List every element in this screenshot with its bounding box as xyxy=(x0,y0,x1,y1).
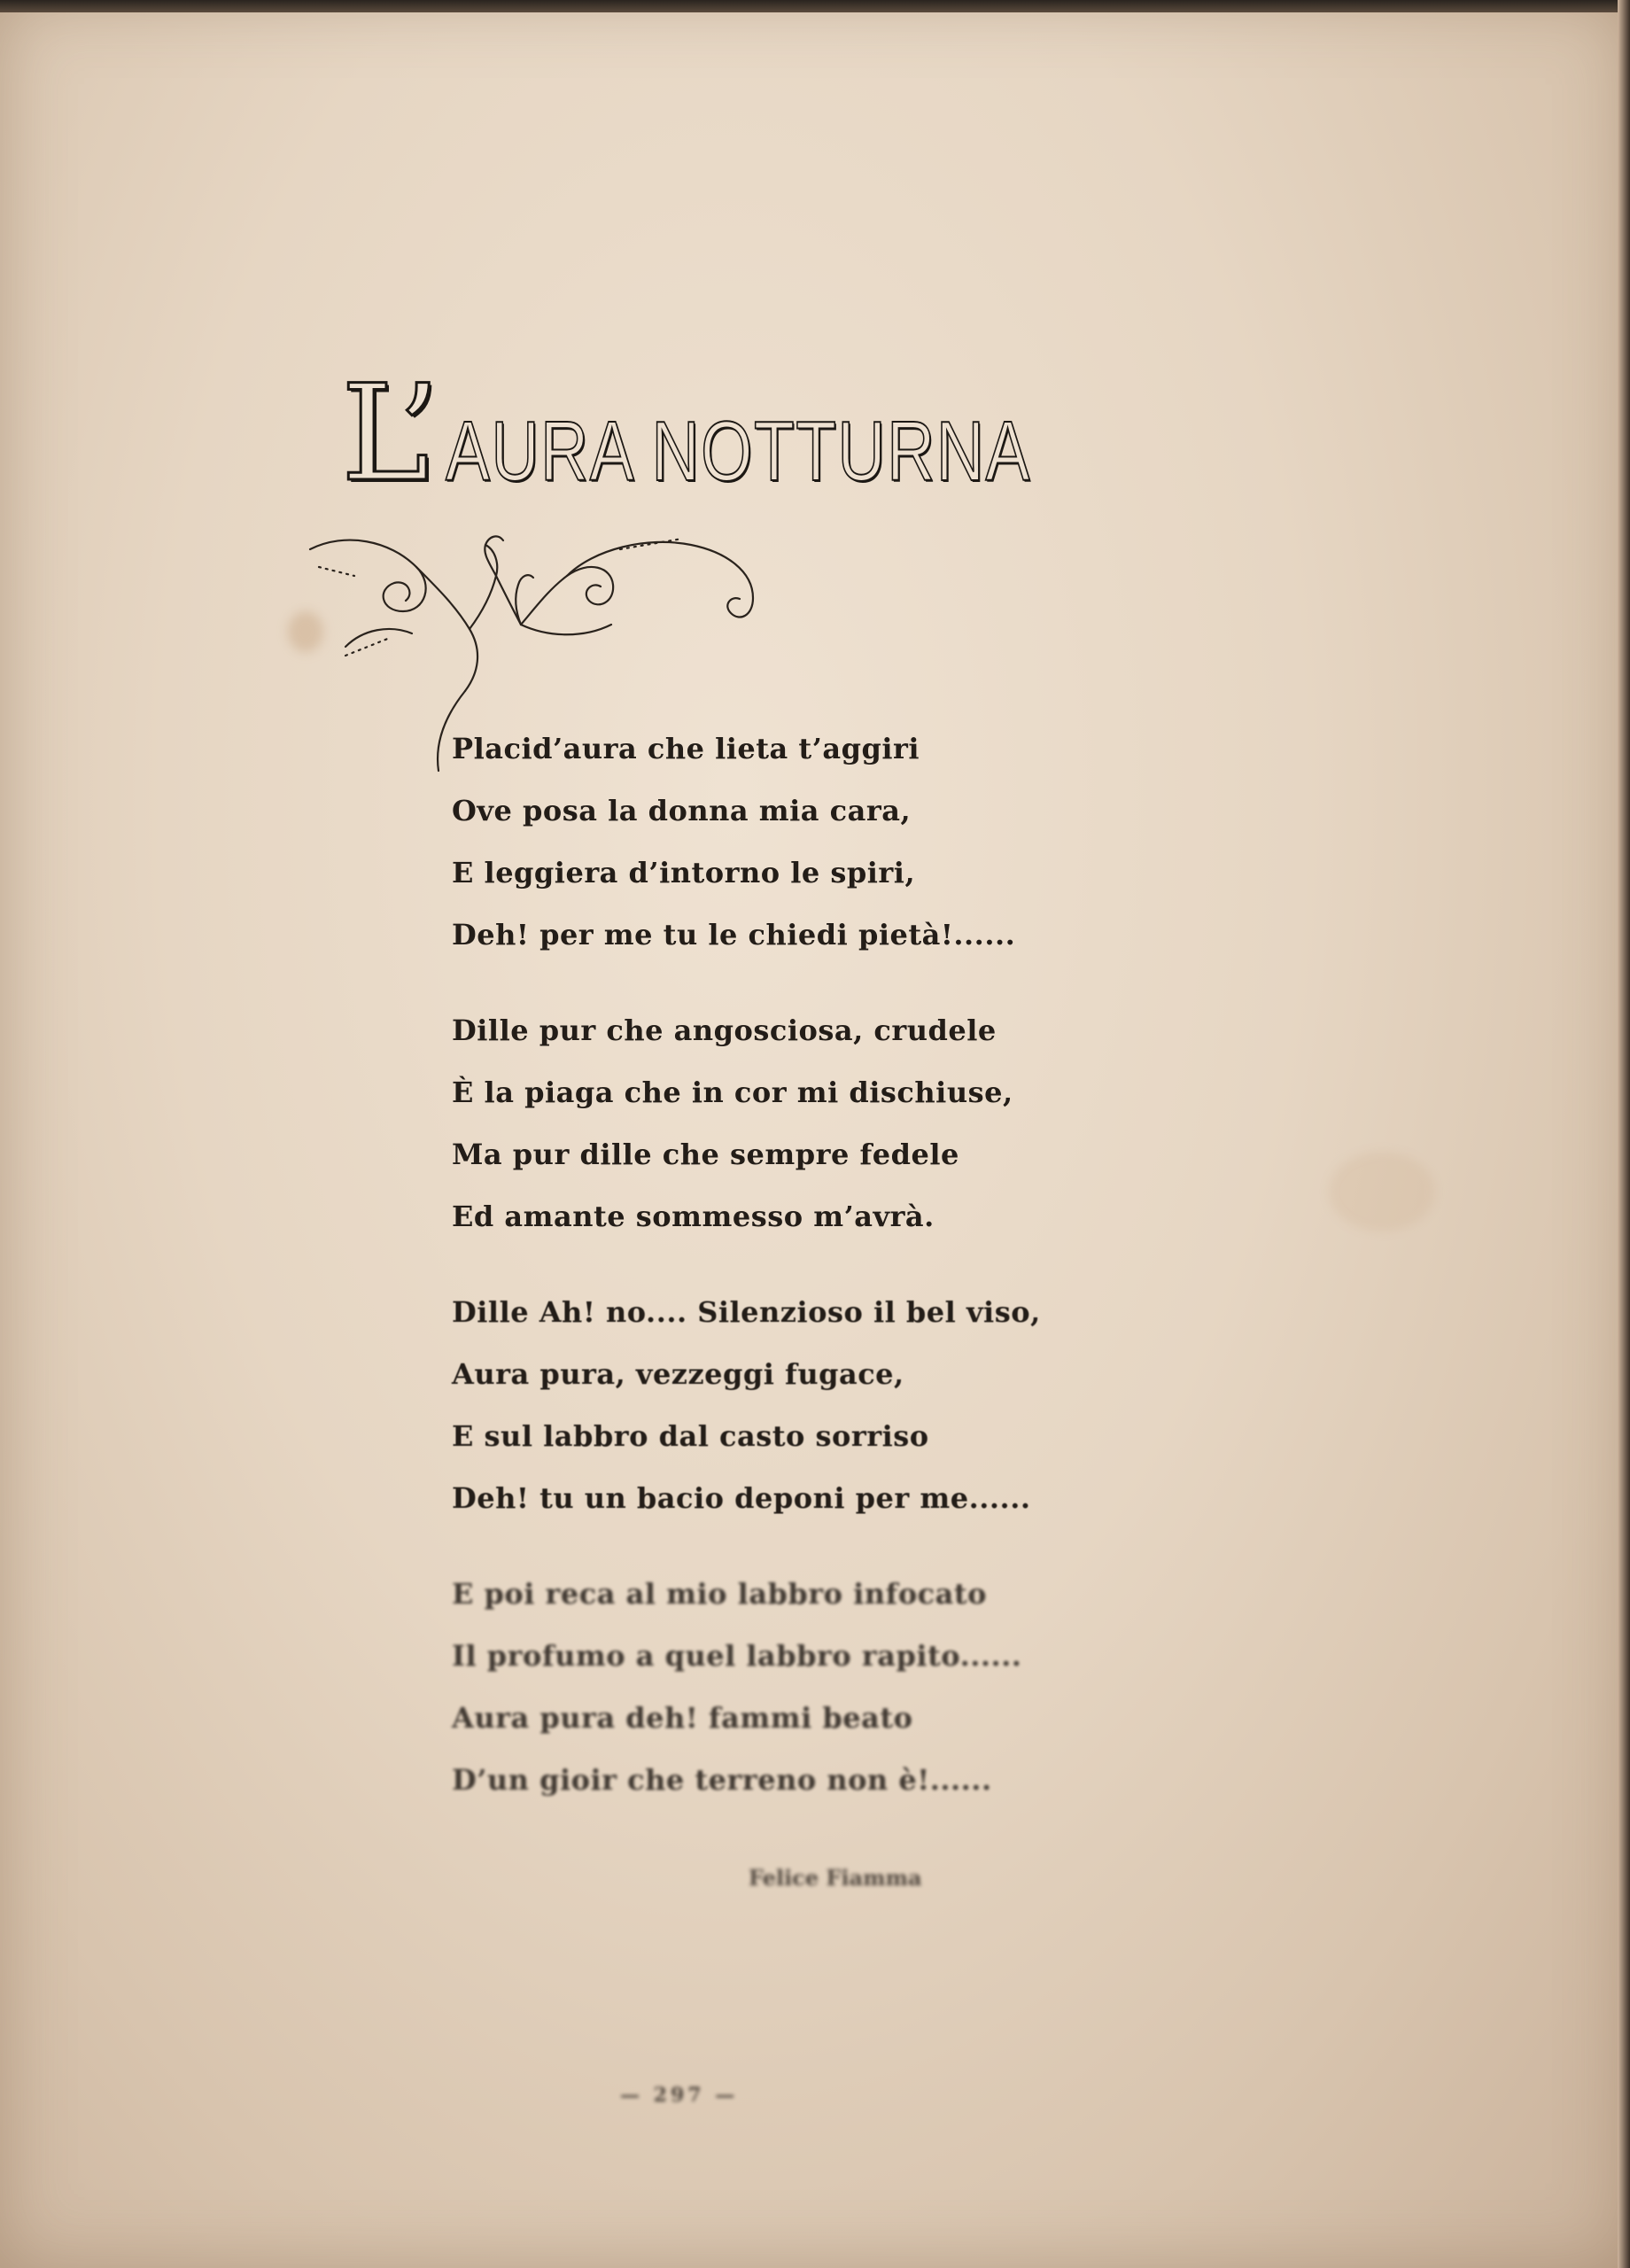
poem-line: Dille pur che angosciosa, crudele xyxy=(452,1014,997,1047)
poem-line: Il profumo a quel labbro rapito...... xyxy=(452,1639,1022,1673)
poem-line: Ma pur dille che sempre fedele xyxy=(452,1138,959,1171)
poem-body xyxy=(452,718,1143,1845)
poem-line: Aura pura, vezzeggi fugace, xyxy=(452,1357,904,1391)
page-number: — 297 — xyxy=(620,2084,739,2107)
poem-line: Deh! per me tu le chiedi pietà!...... xyxy=(452,918,1016,951)
author-signature: Felice Fiamma xyxy=(749,1865,922,1891)
poem-line: Placid’aura che lieta t’aggiri xyxy=(452,732,920,765)
poem-line: Ed amante sommesso m’avrà. xyxy=(452,1200,935,1233)
page-right-edge xyxy=(1618,0,1630,2268)
poem-line: Ove posa la donna mia cara, xyxy=(452,794,912,827)
title-text: AURA NOTTURNA xyxy=(446,404,1031,499)
page-top-edge xyxy=(0,0,1630,12)
poem-line: D’un gioir che terreno non è!...... xyxy=(452,1763,992,1797)
poem-line: È la piaga che in cor mi dischiuse, xyxy=(452,1076,1013,1109)
stanza xyxy=(452,999,1143,1247)
poem-title xyxy=(341,357,1121,518)
poem-line: E poi reca al mio labbro infocato xyxy=(452,1577,988,1611)
stanza xyxy=(452,718,1143,966)
poem-line: Aura pura deh! fammi beato xyxy=(452,1701,913,1735)
title-initial: L’ xyxy=(341,357,440,511)
poem-line: Deh! tu un bacio deponi per me...... xyxy=(452,1481,1031,1515)
stanza xyxy=(452,1281,1143,1529)
paper-stain xyxy=(1329,1152,1435,1231)
poem-line: E sul labbro dal casto sorriso xyxy=(452,1419,929,1453)
poem-line: Dille Ah! no.... Silenzioso il bel viso, xyxy=(452,1295,1041,1329)
stanza xyxy=(452,1563,1143,1811)
poem-line: E leggiera d’intorno le spiri, xyxy=(452,856,916,889)
